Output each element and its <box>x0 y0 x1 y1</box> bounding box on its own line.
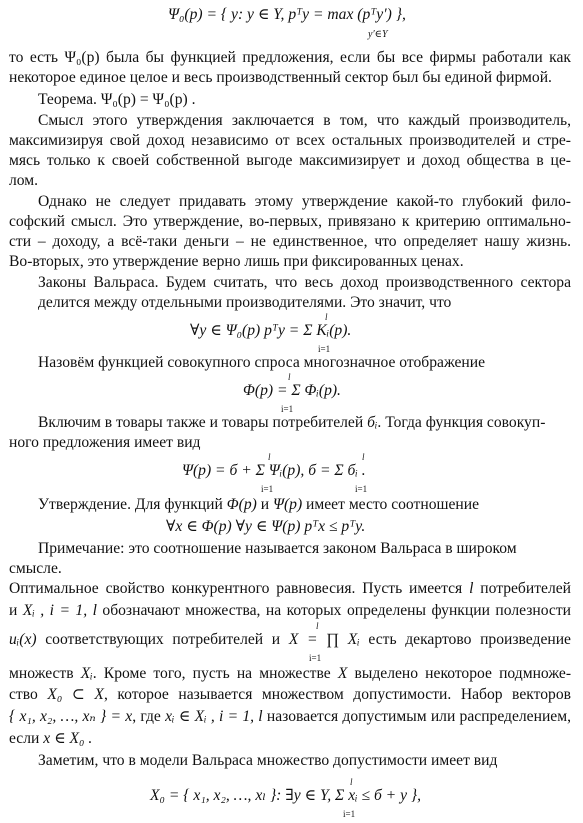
text-line: мясь только к своей собственной выгоде максимизирует и доход общества в це- <box>9 152 571 169</box>
text-line: Смысл этого утверждения заключается в том, что каждый производитель, <box>38 112 571 129</box>
text-fragment: обозначают множества, на которых определены функции полезности <box>102 602 571 619</box>
text-line: Примечание: это соотношение называется законом Вальраса в широком <box>38 540 517 557</box>
sum-limits-top: l <box>325 312 328 322</box>
formula-inline: xᵢ ∈ Xᵢ , i = 1, l <box>165 708 263 725</box>
text-fragment: . Кроме того, пусть на множестве <box>92 665 331 682</box>
formula-inline: X <box>337 665 348 682</box>
text-line: Во-вторых, это утверждение верно лишь при фиксированных ценах. <box>9 253 464 270</box>
text-fragment: соответствующих потребителей и <box>45 631 281 648</box>
formula-inline: X₀ ⊂ X <box>47 686 104 703</box>
text-fragment: потребителей <box>480 580 571 597</box>
text-fragment: , где <box>132 708 161 725</box>
text-fragment: , которое называется множеством допустимости. Набор векторов <box>103 686 571 703</box>
sum-limits-bottom: i=1 <box>355 484 368 494</box>
sum-limits-bottom: i=1 <box>261 484 274 494</box>
formula-walras-law: ∀x ∈ Φ(p) ∀y ∈ Ψ(p) pᵀx ≤ pᵀy. <box>166 518 366 535</box>
text-line: Законы Вальраса. Будем считать, что весь доход производственного сектора <box>38 274 571 291</box>
text-line: делится между отдельными производителями. Это значит, что <box>38 294 452 311</box>
text-line <box>9 708 571 726</box>
formula-inline: X = ∏ Xᵢ <box>288 631 360 648</box>
text-line <box>9 602 571 620</box>
text-line <box>38 414 545 432</box>
formula-aggregate-demand: Φ(p) = Σ Φᵢ(p). <box>243 382 341 399</box>
formula-inline: uᵢ(x) <box>9 631 37 648</box>
formula-inline: x ∈ X₀ . <box>43 730 93 747</box>
text-fragment: ство <box>9 686 38 703</box>
text-fragment: Утверждение. Для функций <box>38 496 223 513</box>
text-fragment: если <box>9 730 40 747</box>
text-fragment: множеств <box>9 665 74 682</box>
prod-limits-bottom: i=1 <box>309 653 322 663</box>
sum-limits-top: l <box>362 452 365 462</box>
text-fragment: Оптимальное свойство конкурентного равновесия. Пусть имеется <box>9 580 463 597</box>
text-line: Назовём функцией совокупного спроса многозначное отображение <box>38 354 486 371</box>
formula-inline: l <box>469 580 474 597</box>
formula-psi0-max-subscript: y′∈Y <box>368 29 388 40</box>
formula-inline: Xᵢ <box>80 665 93 682</box>
formula-walras-1: ∀y ∈ Ψ₀(p) pᵀy = Σ Kᵢ(p). <box>190 322 352 339</box>
text-line: Однако не следует придавать этому утверждение какой-то глубокий фило- <box>38 193 571 210</box>
text-line: софский смысл. Это утверждение, во-первых, привязано к критерию оптимально- <box>9 213 571 230</box>
formula-inline: Xᵢ , i = 1, l <box>22 602 97 619</box>
text-line <box>9 686 571 704</box>
text-line: Заметим, что в модели Вальраса множество допустимости имеет вид <box>38 752 498 769</box>
text-fragment: выделено некоторое подмноже- <box>354 665 572 682</box>
text-line <box>9 665 571 683</box>
text-fragment: и <box>9 602 18 619</box>
text-line: некоторое единое целое и весь производственный сектор был бы единой фирмой. <box>9 69 552 86</box>
sum-limits-top: l <box>350 777 353 787</box>
sum-limits-bottom: i=1 <box>281 404 294 414</box>
text-fragment: назовается допустимым или распределением, <box>266 708 571 725</box>
text-fragment: и <box>260 496 270 513</box>
formula-psi0-definition: Ψ₀(p) = { y: y ∈ Y, pᵀy = max (pᵀy′) }, <box>168 6 406 23</box>
sum-limits-bottom: i=1 <box>318 344 331 354</box>
text-line: то есть Ψ₀(p) была бы функцией предложения, если бы все фирмы работали как <box>9 49 571 66</box>
formula-inline: бᵢ <box>367 414 378 431</box>
formula-inline: Ψ(p) <box>272 496 303 513</box>
text-fragment: имеет место соотношение <box>306 496 480 513</box>
text-line <box>9 580 571 598</box>
theorem-line: Теорема. Ψ₀(p) = Ψ₀(p) . <box>38 91 196 108</box>
text-line: смысле. <box>9 560 62 577</box>
sum-limits-bottom: i=1 <box>343 809 356 819</box>
text-line <box>9 730 92 748</box>
formula-aggregate-supply: Ψ(p) = б + Σ Ψᵢ(p), б = Σ бᵢ . <box>182 462 366 479</box>
prod-limits-top: l <box>316 621 319 631</box>
text-line <box>38 496 479 514</box>
formula-inline: { x₁, x₂, …, xₙ } = x <box>9 708 133 725</box>
sum-limits-top: l <box>288 372 291 382</box>
text-line: сти – доходу, а всё-таки деньги – не единственное, что определяет нашу жизнь. <box>9 233 571 250</box>
text-fragment: . Тогда функция совокуп- <box>377 414 546 431</box>
formula-walras-admissible-set: X₀ = { x₁, x₂, …, xₗ }: ∃y ∈ Y, Σ xᵢ ≤ б + y }, <box>150 787 422 804</box>
text-line: лом. <box>9 172 39 189</box>
text-line: максимизируя свой доход независимо от всех остальных производителей и стре- <box>9 132 571 149</box>
text-fragment: Включим в товары также и товары потребителей <box>38 414 364 431</box>
text-fragment: есть декартово произведение <box>368 631 571 648</box>
text-line <box>9 631 571 649</box>
sum-limits-top: l <box>268 452 271 462</box>
formula-inline: Φ(p) <box>226 496 257 513</box>
text-line: ного предложения имеет вид <box>9 434 201 451</box>
